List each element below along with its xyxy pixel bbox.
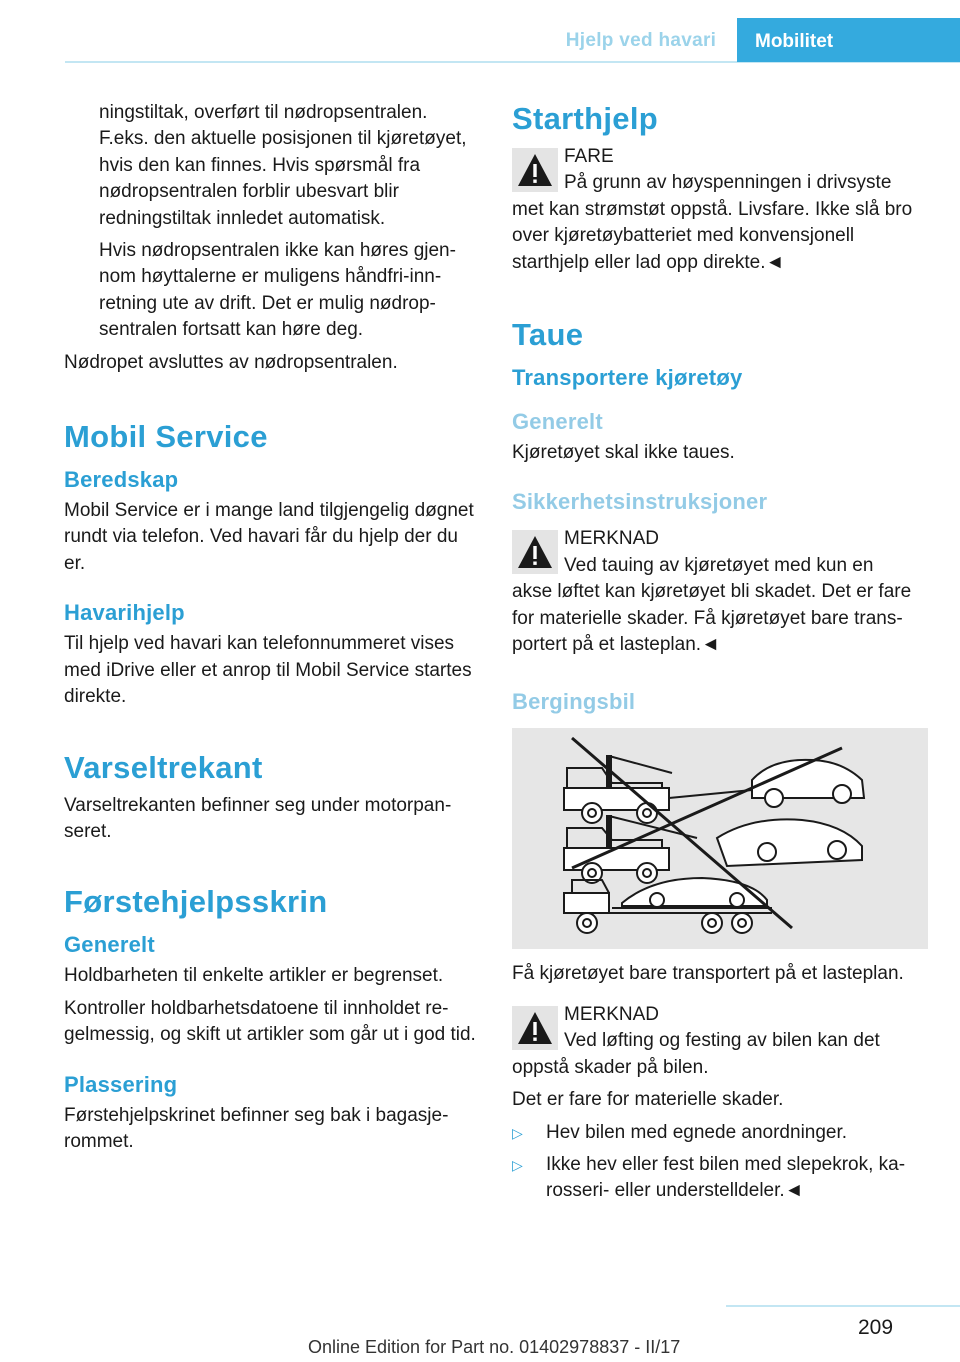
list-item-text: Hev bilen med egnede anordninger. (546, 1121, 848, 1143)
bullet-arrow-icon: ▷ (512, 1156, 523, 1173)
bullet-arrow-icon: ▷ (512, 1124, 523, 1141)
heading-sikkerhetsinstruksjoner: Sikkerhetsinstruksjoner (512, 489, 768, 515)
paragraph: Holdbarheten til enkelte artikler er begrenset. (64, 965, 444, 987)
paragraph: Mobil Service er i mange land tilgjengelig døgnet rundt via telefon. Ved havari får du hjelp der du er. (64, 500, 474, 574)
warning-box-fare (512, 144, 928, 276)
heading-forstehjelpsskrin: Førstehjelpsskrin (64, 884, 328, 920)
paragraph: Kjøretøyet skal ikke taues. (512, 442, 735, 464)
heading-bergingsbil: Bergingsbil (512, 689, 636, 715)
figure-caption: Få kjøretøyet bare transportert på et lasteplan. (512, 963, 904, 985)
warning-title: FARE (564, 146, 614, 167)
heading-mobil-service: Mobil Service (64, 419, 268, 455)
heading-beredskap: Beredskap (64, 467, 179, 493)
tow-truck-illustration (512, 728, 928, 949)
warning-box-merknad (512, 526, 928, 658)
warning-text: Ved tauing av kjøretøyet med kun en (564, 554, 874, 576)
header-section-title: Hjelp ved havari (565, 30, 717, 51)
footer-rule (726, 1305, 960, 1307)
warning-text: På grunn av høyspenningen i drivsyste (564, 172, 892, 194)
paragraph: Kontroller holdbarhetsdatoene til innholdet regelmessig, og skift ut artikler som går ut i god tid. (64, 997, 476, 1046)
heading-havarihjelp: Havarihjelp (64, 600, 185, 626)
warning-box-merknad (512, 1002, 928, 1081)
header-chapter-tab: Mobilitet (737, 18, 960, 62)
heading-transportere: Transportere kjøretøy (512, 365, 743, 391)
left-column (64, 100, 480, 1161)
heading-generelt: Generelt (64, 932, 155, 958)
warning-triangle-icon (512, 1006, 558, 1050)
warning-triangle-icon (512, 530, 558, 574)
warning-text-cont: akse løftet kan kjøretøyet bli skadet. Det er fare for materielle skader. Få kjøretøyet bare transportert på et lasteplan.◄ (512, 581, 912, 656)
warning-triangle-icon (512, 148, 558, 192)
paragraph: Varseltrekanten befinner seg under motorpanseret. (64, 794, 452, 842)
warning-text: Ved løfting og festing av bilen kan det (564, 1030, 880, 1052)
heading-generelt: Generelt (512, 409, 603, 435)
paragraph: Det er fare for materielle skader. (512, 1089, 784, 1111)
right-column (512, 100, 928, 1211)
paragraph: Førstehjelpskrinet befinner seg bak i bagasjerommet. (64, 1104, 449, 1152)
warning-title: MERKNAD (564, 1003, 660, 1025)
list-item (512, 1120, 928, 1146)
heading-varseltrekant: Varseltrekant (64, 749, 263, 785)
paragraph: Nødropet avsluttes av nødropsentralen. (64, 351, 398, 373)
paragraph: Til hjelp ved havari kan telefonnummeret vises med iDrive eller et anrop til Mobil Service startes direkte. (64, 633, 472, 708)
paragraph: Hvis nødropsentralen ikke kan høres gjennom høyttalerne er muligens håndfri-innretning ute av drift. Det er mulig nødropsentralen fortsatt kan høre deg. (99, 240, 456, 341)
list-item-text: Ikke hev eller fest bilen med slepekrok, karosseri- eller understelldeler.◄ (546, 1153, 906, 1202)
warning-title: MERKNAD (564, 528, 660, 550)
footer-edition: Online Edition for Part no. 01402978837 - II/17 (308, 1337, 681, 1357)
warning-text-cont: oppstå skader på bilen. (512, 1056, 709, 1078)
list-item (512, 1152, 928, 1205)
heading-taue: Taue (512, 317, 584, 353)
heading-starthjelp: Starthjelp (512, 101, 658, 136)
heading-plassering: Plassering (64, 1071, 178, 1097)
paragraph: ningstiltak, overført til nødropsentralen. F.eks. den aktuelle posisjonen til kjøretøyet, hvis den kan finnes. Hvis spørsmål fra nødropsentralen forblir ubesvart blir redningstiltak innledet automatisk. (99, 102, 467, 229)
page-number: 209 (858, 1316, 894, 1339)
warning-text-cont: met kan strømstøt oppstå. Livsfare. Ikke slå bro over kjøretøybatteriet med konvensjonell starthjelp eller lad opp direkte.◄ (512, 198, 913, 273)
